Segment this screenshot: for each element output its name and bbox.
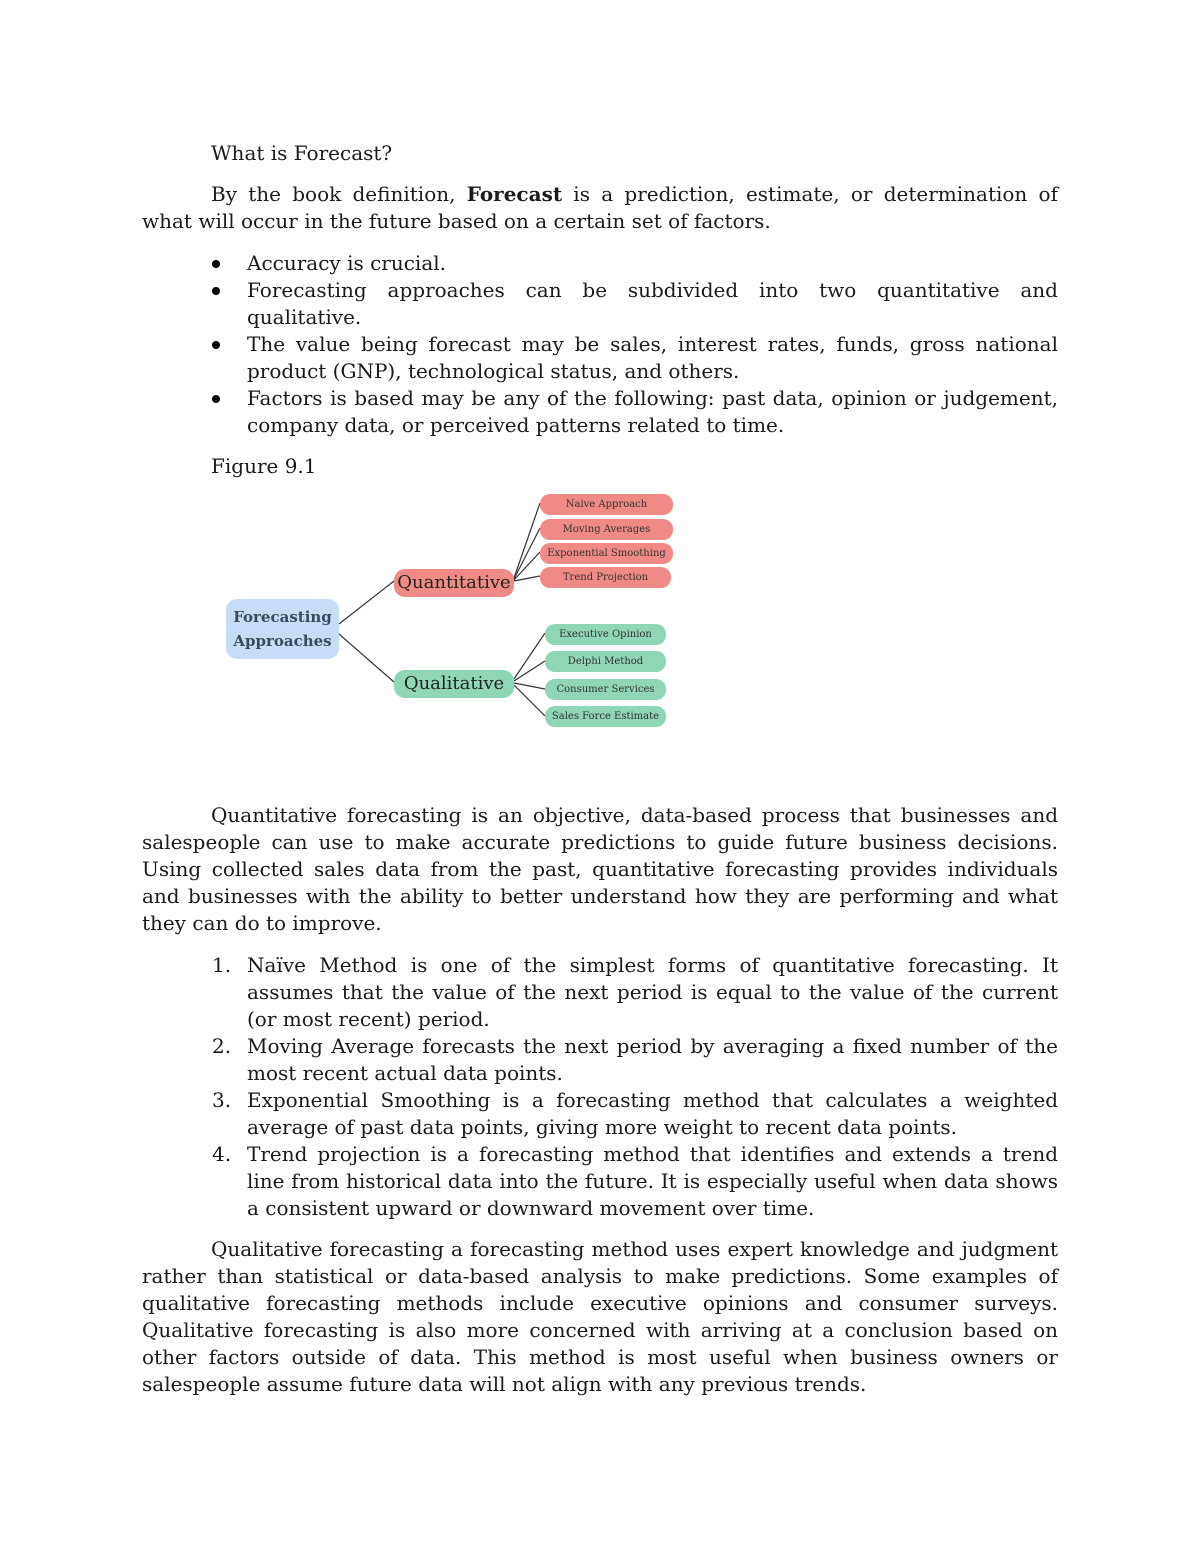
qualitative-node: Qualitative [394, 670, 514, 698]
bullet-item: The value being forecast may be sales, interest rates, funds, gross national product (GNP), technological status, and others. [142, 331, 1058, 385]
method-item [142, 1033, 1058, 1087]
bullet-item: Accuracy is crucial. [142, 250, 1058, 277]
method-text: Trend projection is a forecasting method that identifies and extends a trend line from historical data into the future. It is especially useful when data shows a consistent upward or downward movement over time. [247, 1142, 1058, 1220]
method-number: 3. [212, 1088, 232, 1112]
method-text: Moving Average forecasts the next period by averaging a fixed number of the most recent actual data points. [247, 1034, 1058, 1085]
qual-leaf-consumer: Consumer Services [545, 679, 666, 700]
connector-quant-leaf [514, 576, 540, 581]
definition-term: Forecast [466, 182, 563, 206]
qualitative-paragraph: Qualitative forecasting a forecasting method uses expert knowledge and judgment rather than statistical or data-based analysis to make predictions. Some examples of qualitative forecasting methods include executive opinions and consumer surveys. Qualitative forecasting is also more concerned with arriving at a conclusion based on other factors outside of data. This method is most useful when business owners or salespeople assume future data will not align with any previous trends. [142, 1237, 1058, 1396]
method-item [142, 1141, 1058, 1222]
method-number: 2. [212, 1034, 232, 1058]
root-node [226, 599, 339, 659]
document-page [142, 140, 1058, 1413]
method-item [142, 1087, 1058, 1141]
forecasting-diagram [142, 494, 1058, 754]
quant-leaf-exponential: Exponential Smoothing [540, 543, 673, 564]
method-number: 1. [212, 953, 232, 977]
method-item [142, 952, 1058, 1033]
definition-suffix: is a prediction, estimate, or determination of what will occur in the future based on a certain set of factors. [142, 182, 1058, 233]
bullet-list [142, 250, 1058, 439]
quantitative-paragraph: Quantitative forecasting is an objective, data-based process that businesses and salespeople can use to make accurate predictions to guide future business decisions. Using collected sales data from the past, quantitative forecasting provides individuals and businesses with the ability to better understand how they are performing and what they can do to improve. [142, 803, 1058, 935]
definition-prefix: By the book definition, [211, 182, 467, 206]
root-line2: Approaches [233, 632, 332, 650]
quant-leaf-trend: Trend Projection [540, 567, 671, 588]
quantitative-node: Quantitative [394, 569, 514, 597]
connector-qual-leaf [514, 633, 545, 679]
root-line1: Forecasting [233, 608, 332, 626]
figure-label: Figure 9.1 [211, 454, 317, 478]
connector-quant-leaf [514, 528, 540, 579]
qual-leaf-executive: Executive Opinion [545, 624, 666, 645]
quant-leaf-naive: Naive Approach [540, 494, 673, 515]
quant-leaf-moving-averages: Moving Averages [540, 519, 673, 540]
method-text: Naïve Method is one of the simplest forms of quantitative forecasting. It assumes that the value of the next period is equal to the value of the current (or most recent) period. [247, 953, 1058, 1031]
definition-paragraph [142, 181, 1058, 235]
connector-qual-leaf [514, 661, 545, 681]
connector-qual-leaf [514, 683, 545, 689]
bullet-item: Forecasting approaches can be subdivided into two quantitative and qualitative. [142, 277, 1058, 331]
qual-leaf-sales-force: Sales Force Estimate [545, 706, 666, 727]
qual-leaf-delphi: Delphi Method [545, 651, 666, 672]
connector-root-quant [339, 581, 394, 624]
connector-root-qual [339, 634, 394, 682]
connector-qual-leaf [514, 685, 545, 716]
bullet-item: Factors is based may be any of the following: past data, opinion or judgement, company data, or perceived patterns related to time. [142, 385, 1058, 439]
methods-list [142, 952, 1058, 1222]
page-heading: What is Forecast? [211, 141, 393, 165]
method-text: Exponential Smoothing is a forecasting method that calculates a weighted average of past data points, giving more weight to recent data points. [247, 1088, 1058, 1139]
method-number: 4. [212, 1142, 232, 1166]
